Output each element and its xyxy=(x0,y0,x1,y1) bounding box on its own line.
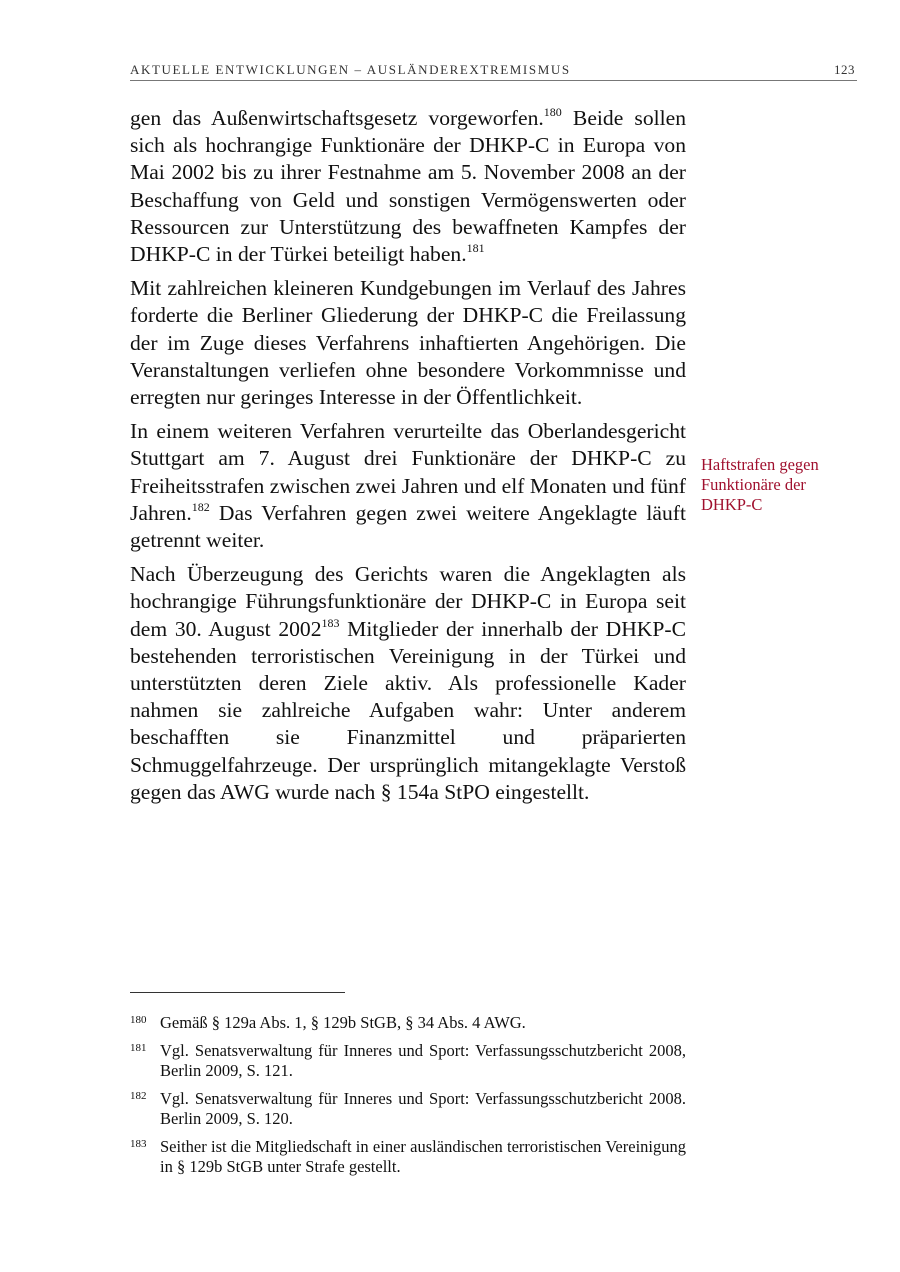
main-text xyxy=(130,105,686,813)
footnote-ref-180[interactable]: 180 xyxy=(543,105,562,119)
footnote-183: 183 Seither ist die Mitgliedschaft in einer ausländischen terroristischen Vereinigung in § 129b StGB unter Strafe gestellt. xyxy=(130,1137,686,1176)
running-header xyxy=(130,62,857,81)
paragraph-3: In einem weiteren Verfahren verurteilte das Oberlandesgericht Stuttgart am 7. August drei Funktionäre der DHKP-C zu Freiheitsstrafen zwischen zwei Jahren und elf Monaten und fünf Jahren.$^{182}$ Das Verfahren gegen zwei weitere Angeklagte läuft getrennt weiter. xyxy=(130,419,686,553)
running-title: AKTUELLE ENTWICKLUNGEN – AUSLÄNDEREXTREMISMUS xyxy=(130,62,571,77)
paragraph-1: gen das Außenwirtschaftsgesetz vorgeworfen.$^{180}$ Beide sollen sich als hochrangige Funktionäre der DHKP-C in Europa von Mai 2002 bis zu ihrer Festnahme am 5. November 2008 an der Beschaffung von Geld und sonstigen Vermögenswerten oder Ressourcen zur Unterstützung des bewaffneten Kampfes der DHKP-C in der Türkei beteiligt haben.$^{181}$ xyxy=(130,105,686,267)
margin-note: Haftstrafen gegen Funktionäre der DHKP-C xyxy=(701,455,819,514)
footnote-181: 181 Vgl. Senatsverwaltung für Inneres und Sport: Verfassungsschutzbericht 2008, Berlin 2009, S. 121. xyxy=(130,1041,686,1080)
footnote-180: 180 Gemäß § 129a Abs. 1, § 129b StGB, § 34 Abs. 4 AWG. xyxy=(130,1013,526,1032)
page-number: 123 xyxy=(834,62,855,77)
footnote-182: 182 Vgl. Senatsverwaltung für Inneres und Sport: Verfassungsschutzbericht 2008. Berlin 2009, S. 120. xyxy=(130,1089,686,1128)
footnote-ref-182[interactable]: 182 xyxy=(191,499,210,514)
footnote-separator xyxy=(130,992,345,993)
paragraph-4: Nach Überzeugung des Gerichts waren die Angeklagten als hochrangige Führungsfunktionäre der DHKP-C in Europa seit dem 30. August 2002$^{183}$ Mitglieder der innerhalb der DHKP-C bestehenden terroristischen Vereinigung in der Türkei und unterstützten deren Ziele aktiv. Als professionelle Kader nahmen sie zahlreiche Aufgaben wahr: Unter anderem beschafften sie Finanzmittel und präparierten Schmuggelfahrzeuge. Der ursprünglich mitangeklagte Verstoß gegen das AWG wurde nach § 154a StPO eingestellt. xyxy=(130,562,686,804)
footnote-ref-183[interactable]: 183 xyxy=(321,615,340,630)
footnotes xyxy=(130,1013,686,1185)
footnote-ref-181[interactable]: 181 xyxy=(466,241,485,256)
paragraph-2: Mit zahlreichen kleineren Kundgebungen im Verlauf des Jahres forderte die Berliner Gliederung der DHKP-C die Freilassung der im Zuge dieses Verfahrens inhaftierten Angehörigen. Die Veranstaltungen verliefen ohne besondere Vorkommnisse und erregten nur geringes Interesse in der Öffentlichkeit. xyxy=(130,276,686,410)
